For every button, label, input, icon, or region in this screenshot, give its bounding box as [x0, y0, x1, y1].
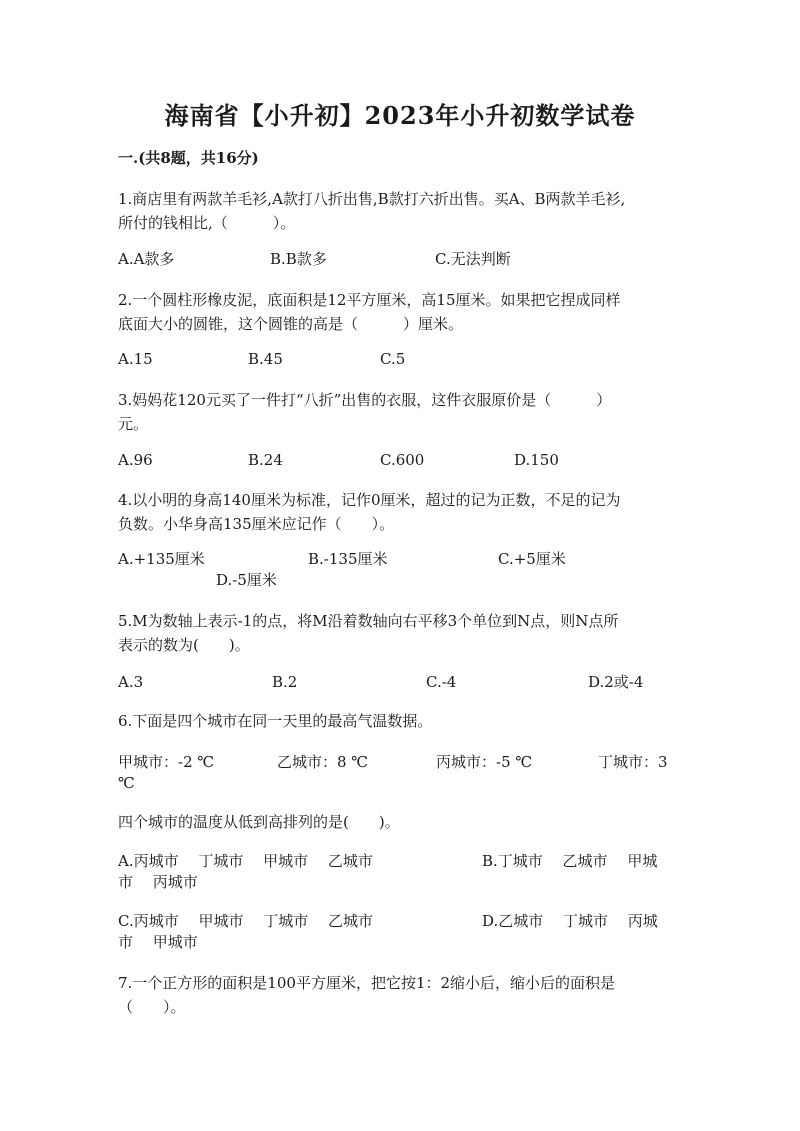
- question-1: [118, 187, 683, 235]
- q4-option-d[interactable]: D.-5厘米: [216, 571, 277, 589]
- q2-option-c[interactable]: C.5: [380, 350, 406, 368]
- question-7-line-2: （ ）。: [118, 998, 186, 1016]
- temp-city-ding: 丁城市：3: [598, 753, 668, 771]
- q6-option-d[interactable]: D.乙城市 丁城市 丙城: [482, 912, 658, 930]
- temp-unit-wrap: ℃: [118, 774, 135, 792]
- section-header: 一.(共8题，共16分): [118, 149, 259, 167]
- q6-option-a[interactable]: A.丙城市 丁城市 甲城市 乙城市: [118, 852, 373, 870]
- q4-option-b[interactable]: B.-135厘米: [308, 550, 388, 568]
- q4-option-a[interactable]: A.+135厘米: [118, 550, 205, 568]
- q1-option-b[interactable]: B.B款多: [270, 250, 327, 268]
- temp-city-jia: 甲城市：-2 ℃: [118, 753, 215, 771]
- q5-option-c[interactable]: C.-4: [426, 673, 457, 691]
- question-4-line-2: 负数。小华身高135厘米应记作（ ）。: [118, 515, 395, 533]
- page-title: 海南省【小升初】2023年小升初数学试卷: [164, 101, 636, 130]
- q2-option-b[interactable]: B.45: [248, 350, 283, 368]
- q3-option-a[interactable]: A.96: [118, 451, 153, 469]
- q3-option-c[interactable]: C.600: [380, 451, 425, 469]
- question-1-line-1: 1.商店里有两款羊毛衫,A款打八折出售,B款打六折出售。买A、B两款羊毛衫,: [118, 190, 626, 208]
- q3-option-b[interactable]: B.24: [248, 451, 283, 469]
- q5-option-b[interactable]: B.2: [272, 673, 298, 691]
- question-5-line-2: 表示的数为( )。: [118, 636, 250, 654]
- question-3: [118, 388, 683, 436]
- temp-city-yi: 乙城市：8 ℃: [277, 753, 369, 771]
- question-3-line-1: 3.妈妈花120元买了一件打“八折”出售的衣服，这件衣服原价是（ ）: [118, 391, 612, 409]
- question-6-line-1: 6.下面是四个城市在同一天里的最高气温数据。: [118, 712, 433, 730]
- question-2: [118, 288, 683, 336]
- q4-option-c[interactable]: C.+5厘米: [498, 550, 566, 568]
- question-7: [118, 971, 683, 1019]
- question-2-line-2: 底面大小的圆锥，这个圆锥的高是（ ）厘米。: [118, 315, 464, 333]
- q5-option-d[interactable]: D.2或-4: [588, 673, 644, 691]
- question-4-line-1: 4.以小明的身高140厘米为标准，记作0厘米，超过的记为正数，不足的记为: [118, 491, 621, 509]
- q3-option-d[interactable]: D.150: [514, 451, 559, 469]
- q1-option-a[interactable]: A.A款多: [118, 250, 175, 268]
- temp-city-bing: 丙城市：-5 ℃: [436, 753, 533, 771]
- q6-option-c[interactable]: C.丙城市 甲城市 丁城市 乙城市: [118, 912, 374, 930]
- question-1-line-2: 所付的钱相比,（ ）。: [118, 214, 296, 232]
- q2-option-a[interactable]: A.15: [118, 350, 153, 368]
- question-5-line-1: 5.M为数轴上表示-1的点，将M沿着数轴向右平移3个单位到N点，则N点所: [118, 612, 619, 630]
- question-4: [118, 488, 683, 536]
- q6-option-d-wrap[interactable]: 市 甲城市: [118, 933, 198, 951]
- question-6-prompt: 四个城市的温度从低到高排列的是( )。: [118, 813, 400, 831]
- q6-option-b[interactable]: B.丁城市 乙城市 甲城: [482, 852, 658, 870]
- q1-option-c[interactable]: C.无法判断: [435, 250, 511, 268]
- question-5: [118, 609, 683, 657]
- question-2-line-1: 2.一个圆柱形橡皮泥，底面积是12平方厘米，高15厘米。如果把它捏成同样: [118, 291, 621, 309]
- question-7-line-1: 7.一个正方形的面积是100平方厘米，把它按1：2缩小后，缩小后的面积是: [118, 974, 616, 992]
- q5-option-a[interactable]: A.3: [118, 673, 144, 691]
- question-3-line-2: 元。: [118, 415, 149, 433]
- q6-option-b-wrap[interactable]: 市 丙城市: [118, 873, 198, 891]
